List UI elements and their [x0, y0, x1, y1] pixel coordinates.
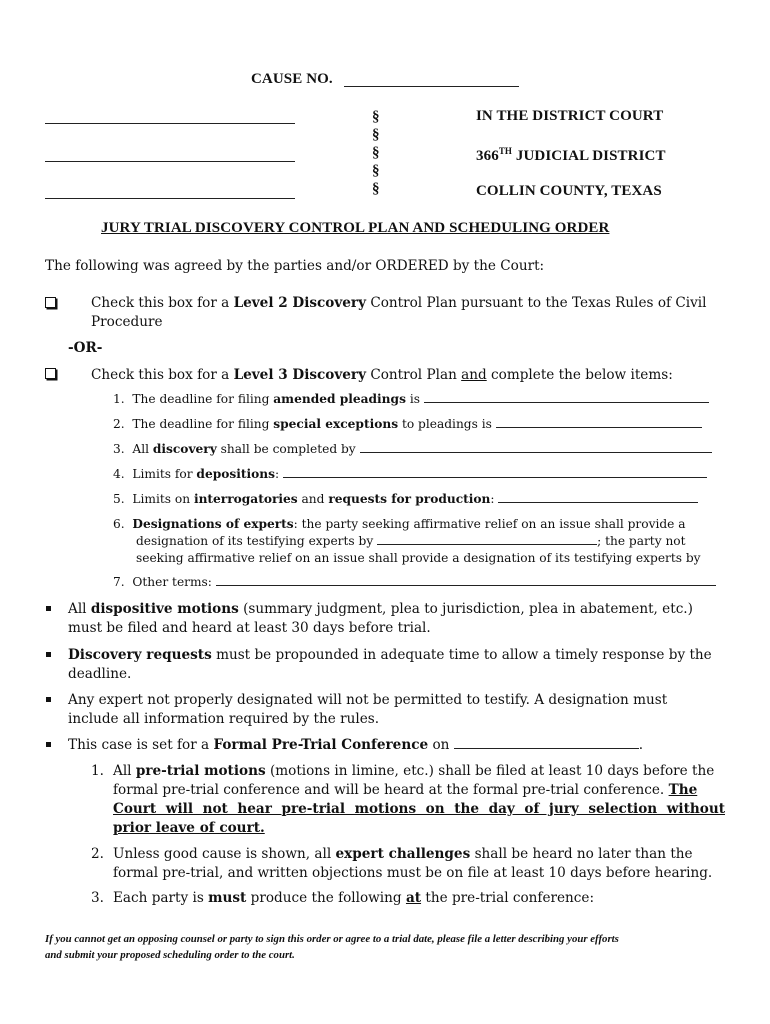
- party-blank-2[interactable]: [45, 161, 295, 162]
- pretrial-date-blank[interactable]: [454, 738, 639, 749]
- pretrial-item-continuation: Court will not hear pre-trial motions on the day of jury selection without: [113, 801, 725, 817]
- pretrial-item-num: 1.: [91, 763, 104, 779]
- cause-no-label: CAUSE NO.: [251, 71, 333, 87]
- interrogatories-limit-blank[interactable]: [498, 492, 698, 503]
- court-label: IN THE DISTRICT COURT: [476, 108, 664, 124]
- footer-note: If you cannot get an opposing counsel or party to sign this order or agree to a trial date, please file a letter describing your efforts and submit your proposed scheduling order to the court.: [45, 933, 619, 961]
- party-blank-3[interactable]: [45, 198, 295, 199]
- bullet-item: All dispositive motions (summary judgment, plea to jurisdiction, plea in abatement, etc.): [68, 601, 693, 617]
- other-terms-blank[interactable]: [216, 575, 716, 586]
- list-item: 1. The deadline for filing amended pleadings is: [113, 391, 725, 408]
- discovery-deadline-blank[interactable]: [360, 442, 712, 453]
- bullet-item-continuation: include all information required by the rules.: [68, 711, 380, 727]
- page-title: JURY TRIAL DISCOVERY CONTROL PLAN AND SCHEDULING ORDER: [101, 220, 610, 236]
- bullet-marker: [46, 606, 51, 611]
- intro-text: The following was agreed by the parties and/or ORDERED by the Court:: [45, 258, 545, 274]
- pretrial-item: All pre-trial motions (motions in limine, etc.) shall be filed at least 10 days before the: [113, 763, 715, 779]
- list-item: 7. Other terms:: [113, 574, 725, 591]
- county-label: COLLIN COUNTY, TEXAS: [476, 183, 662, 199]
- bullet-item: This case is set for a Formal Pre-Trial Conference on .: [68, 737, 644, 753]
- or-separator: -OR-: [68, 340, 103, 356]
- list-item: 6. Designations of experts: the party seeking affirmative relief on an issue shall provide a: [113, 517, 686, 531]
- list-item: 4. Limits for depositions:: [113, 466, 725, 483]
- pretrial-item: Each party is must produce the following at the pre-trial conference:: [113, 890, 595, 906]
- depositions-limit-blank[interactable]: [283, 467, 707, 478]
- level2-checkbox[interactable]: [45, 297, 56, 308]
- expert-designation-blank[interactable]: [377, 534, 597, 545]
- cause-no-blank[interactable]: [344, 86, 519, 87]
- pretrial-item: Unless good cause is shown, all expert challenges shall be heard no later than the: [113, 846, 693, 862]
- bullet-item-continuation: deadline.: [68, 666, 132, 682]
- section-symbol: §: [372, 127, 380, 143]
- bullet-marker: [46, 697, 51, 702]
- district-label: 366TH JUDICIAL DISTRICT: [476, 146, 666, 164]
- list-item-continuation: designation of its testifying experts by ; the party not: [136, 534, 686, 548]
- section-symbol-column: [372, 108, 380, 198]
- bullet-marker: [46, 652, 51, 657]
- section-symbol: §: [372, 109, 380, 125]
- list-item-continuation: seeking affirmative relief on an issue shall provide a designation of its testifying experts by: [136, 551, 701, 565]
- list-item: 5. Limits on interrogatories and requests for production:: [113, 491, 725, 508]
- level3-checkbox[interactable]: [45, 368, 56, 379]
- bullet-marker: [46, 742, 51, 747]
- pretrial-item-continuation: formal pre-trial, and written objections must be on file at least 10 days before hearing.: [113, 865, 713, 881]
- special-exceptions-blank[interactable]: [496, 417, 702, 428]
- pretrial-item-num: 2.: [91, 846, 104, 862]
- party-blank-1[interactable]: [45, 123, 295, 124]
- list-item: 3. All discovery shall be completed by: [113, 441, 725, 458]
- bullet-item-continuation: must be filed and heard at least 30 days before trial.: [68, 620, 431, 636]
- bullet-item: Any expert not properly designated will not be permitted to testify. A designation must: [68, 692, 668, 708]
- pretrial-item-num: 3.: [91, 890, 104, 906]
- level2-text: Check this box for a Level 2 Discovery Control Plan pursuant to the Texas Rules of Civil Procedure: [91, 295, 707, 330]
- section-symbol: §: [372, 163, 380, 179]
- level3-text: Check this box for a Level 3 Discovery Control Plan and complete the below items:: [91, 367, 673, 383]
- bullet-item: Discovery requests must be propounded in adequate time to allow a timely response by the: [68, 647, 712, 663]
- pretrial-item-continuation: formal pre-trial conference and will be heard at the formal pre-trial conference. The: [113, 782, 698, 798]
- list-item: 2. The deadline for filing special exceptions to pleadings is: [113, 416, 725, 433]
- section-symbol: §: [372, 145, 380, 161]
- section-symbol: §: [372, 181, 380, 197]
- pretrial-item-continuation: prior leave of court.: [113, 820, 265, 836]
- amended-pleadings-blank[interactable]: [424, 392, 709, 403]
